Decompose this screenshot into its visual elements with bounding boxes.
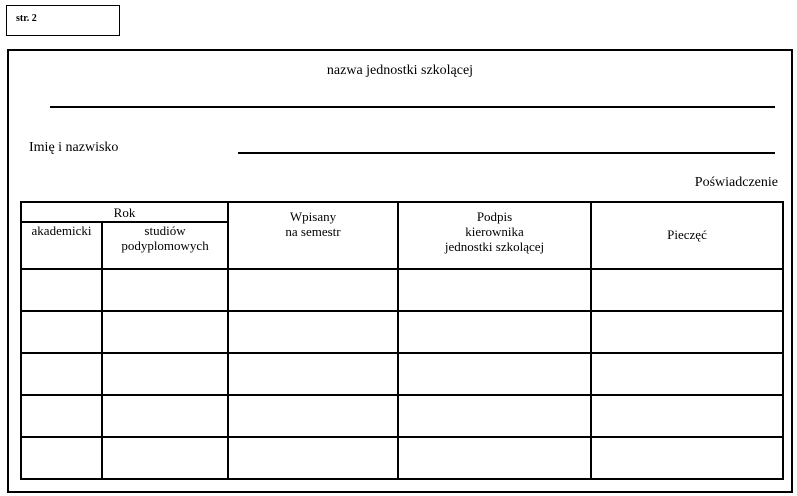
table-row (21, 353, 783, 395)
postgrad-year-cell (102, 395, 228, 437)
certification-form (7, 49, 793, 493)
stamp-cell (591, 353, 783, 395)
table-row (21, 437, 783, 479)
postgrad-year-cell (102, 353, 228, 395)
academic-year-header: akademicki (21, 222, 102, 269)
semester-cell (228, 437, 398, 479)
unit-name-line (50, 106, 775, 108)
academic-year-cell (21, 395, 102, 437)
semester-header-line2: na semestr (285, 224, 341, 239)
table-row (21, 311, 783, 353)
signature-header-line2: kierownika (465, 224, 524, 239)
signature-cell (398, 395, 591, 437)
signature-header (398, 202, 591, 269)
full-name-line (238, 152, 775, 154)
signature-cell (398, 269, 591, 311)
postgrad-header-line2: podyplomowych (121, 238, 209, 253)
academic-year-cell (21, 311, 102, 353)
unit-name-label: nazwa jednostki szkolącej (326, 63, 474, 78)
academic-year-cell (21, 437, 102, 479)
semester-cell (228, 311, 398, 353)
postgrad-header-line1: studiów (144, 223, 186, 238)
stamp-header: Pieczęć (591, 202, 783, 269)
table-row (21, 269, 783, 311)
postgrad-year-cell (102, 269, 228, 311)
semester-cell (228, 395, 398, 437)
stamp-cell (591, 269, 783, 311)
signature-header-line1: Podpis (476, 209, 513, 224)
semester-header (228, 202, 398, 269)
signature-cell (398, 353, 591, 395)
signature-cell (398, 437, 591, 479)
page-number-label: str. 2 (16, 13, 37, 24)
full-name-label: Imię i nazwisko (29, 140, 119, 155)
table-row (21, 395, 783, 437)
stamp-cell (591, 395, 783, 437)
stamp-cell (591, 311, 783, 353)
certification-label: Poświadczenie (694, 175, 778, 190)
academic-year-cell (21, 353, 102, 395)
postgrad-year-cell (102, 437, 228, 479)
records-body (21, 269, 783, 479)
semester-cell (228, 269, 398, 311)
semester-cell (228, 353, 398, 395)
year-header: Rok (21, 202, 228, 222)
postgrad-year-cell (102, 311, 228, 353)
stamp-cell (591, 437, 783, 479)
semester-records-table (20, 201, 784, 480)
postgrad-year-header (102, 222, 228, 269)
signature-cell (398, 311, 591, 353)
semester-header-line1: Wpisany (289, 209, 337, 224)
signature-header-line3: jednostki szkolącej (444, 239, 545, 254)
page-number-box (6, 5, 120, 36)
academic-year-cell (21, 269, 102, 311)
